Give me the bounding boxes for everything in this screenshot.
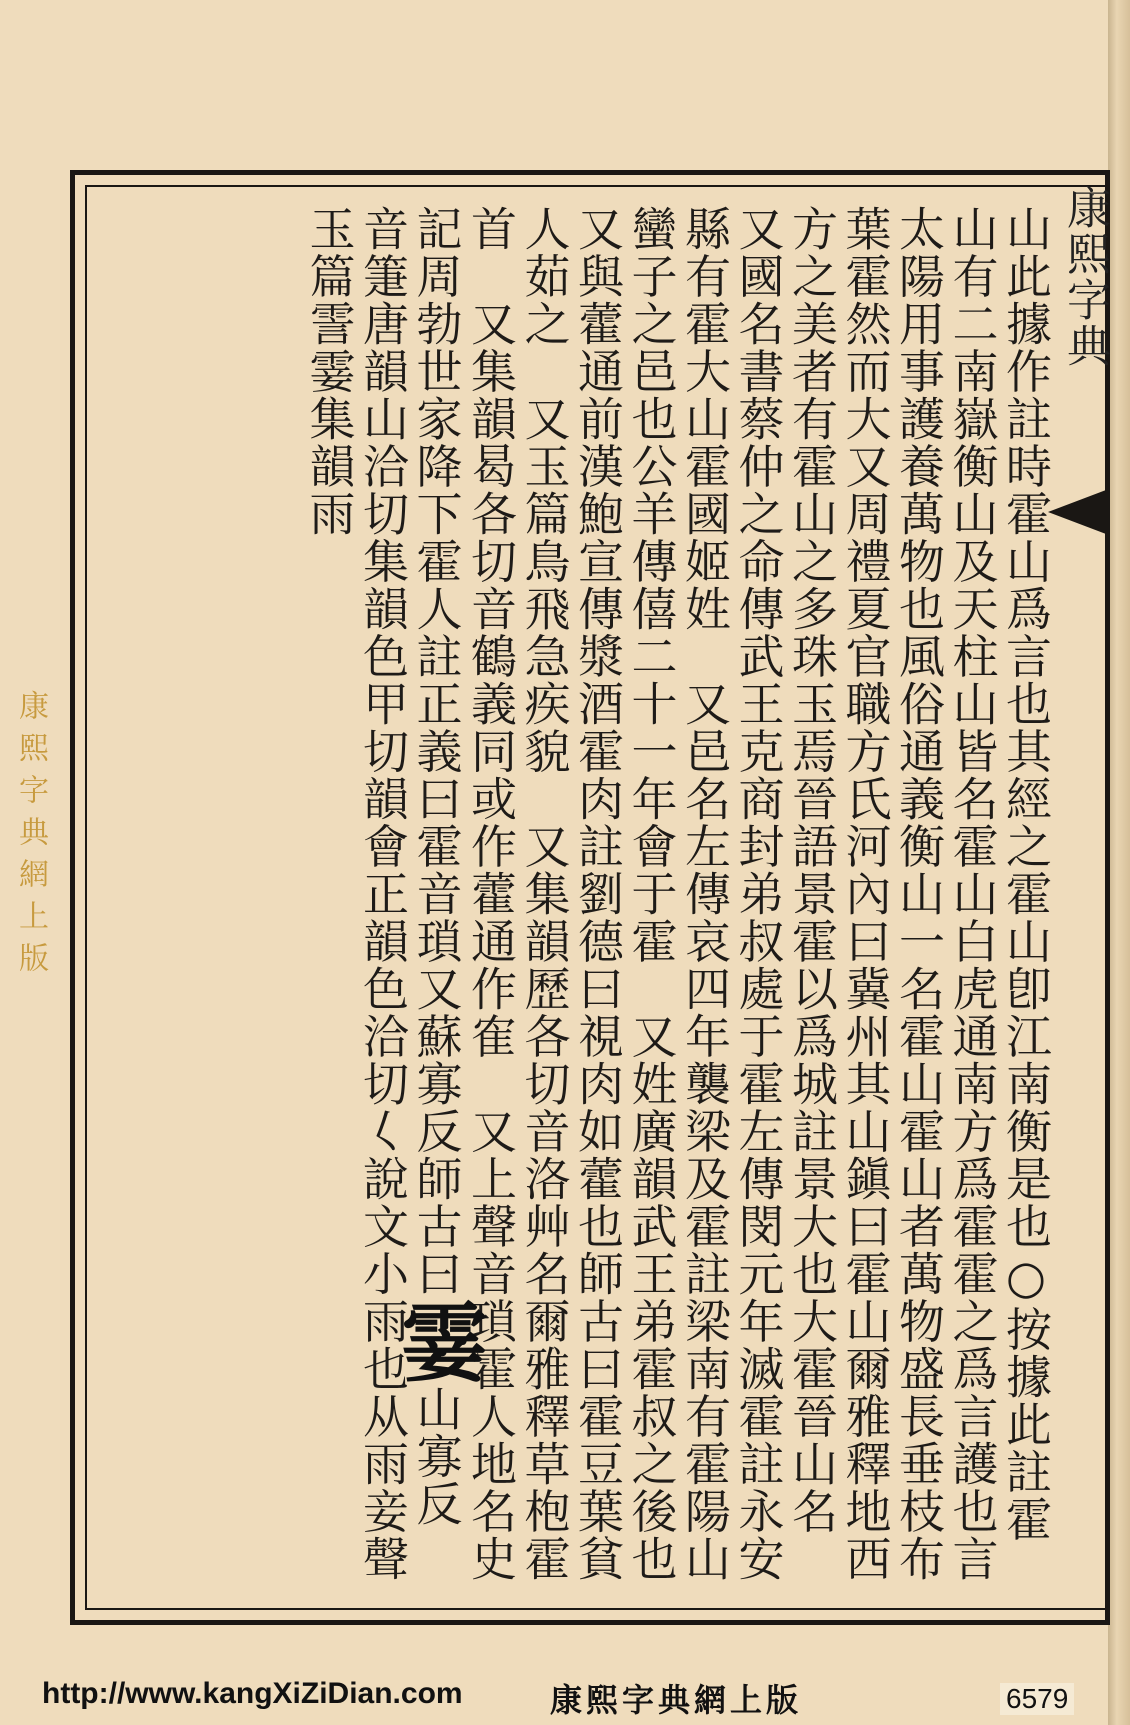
footer <box>0 1675 1130 1725</box>
body-text: 山此據作註時霍山爲言也其經之霍山卽江南衡是也○按據此註霍山有二南嶽衡山及天柱山皆名霍山白虎通南方爲霍霍之爲言護也言太陽用事護養萬物也風俗通義衡山一名霍山霍山者萬物盛長垂枝布葉霍然而大又周禮夏官職方氏河內曰冀州其山鎭曰霍山爾雅釋地西方之美者有霍山之多珠玉焉晉語景霍以爲城註景大也大霍晉山名 又國名書蔡仲之命傳武王克商封弟叔處于霍左傳閔元年滅霍註永安縣有霍大山霍國姬姓 又邑名左傳哀四年襲梁及霍註梁南有霍陽山蠻子之邑也公羊傳僖二十一年會于霍 又姓廣韻武王弟霍叔之後也 又與藿通前漢鮑宣傳漿酒霍肉註劉德曰視肉如藿也師古曰霍豆葉貧人茹之 又玉篇鳥飛急疾貌 又集韻歷各切音洛艸名爾雅釋草枹霍首 又集韻曷各切音鶴義同或作藿通作隺 又上聲音瑣霍人地名史記周勃世家降下霍人註正義曰霍音瑣又蘇寡反師古曰 <box>409 205 1053 1630</box>
entry-text: 山寡反 音箑唐韻山洽切集韻色甲切韻會正韻色洽切𡿨說文小雨也从雨妾聲玉篇霅霎集韻雨 <box>302 205 464 1583</box>
footer-title: 康熙字典網上版 <box>550 1681 803 1719</box>
entry-head-character: 霎 <box>386 1297 488 1385</box>
left-margin-label: 康熙字典網上版 <box>13 690 48 984</box>
page-number: 6579 <box>1000 1683 1074 1715</box>
footer-url-link[interactable]: http://www.kangXiZiDian.com <box>42 1677 463 1710</box>
header-title: 康熙字典 <box>1059 185 1110 369</box>
paper-edge <box>1108 0 1130 1725</box>
fish-tail-marker-icon <box>1048 490 1106 534</box>
dictionary-text-column-area <box>92 205 1053 1630</box>
